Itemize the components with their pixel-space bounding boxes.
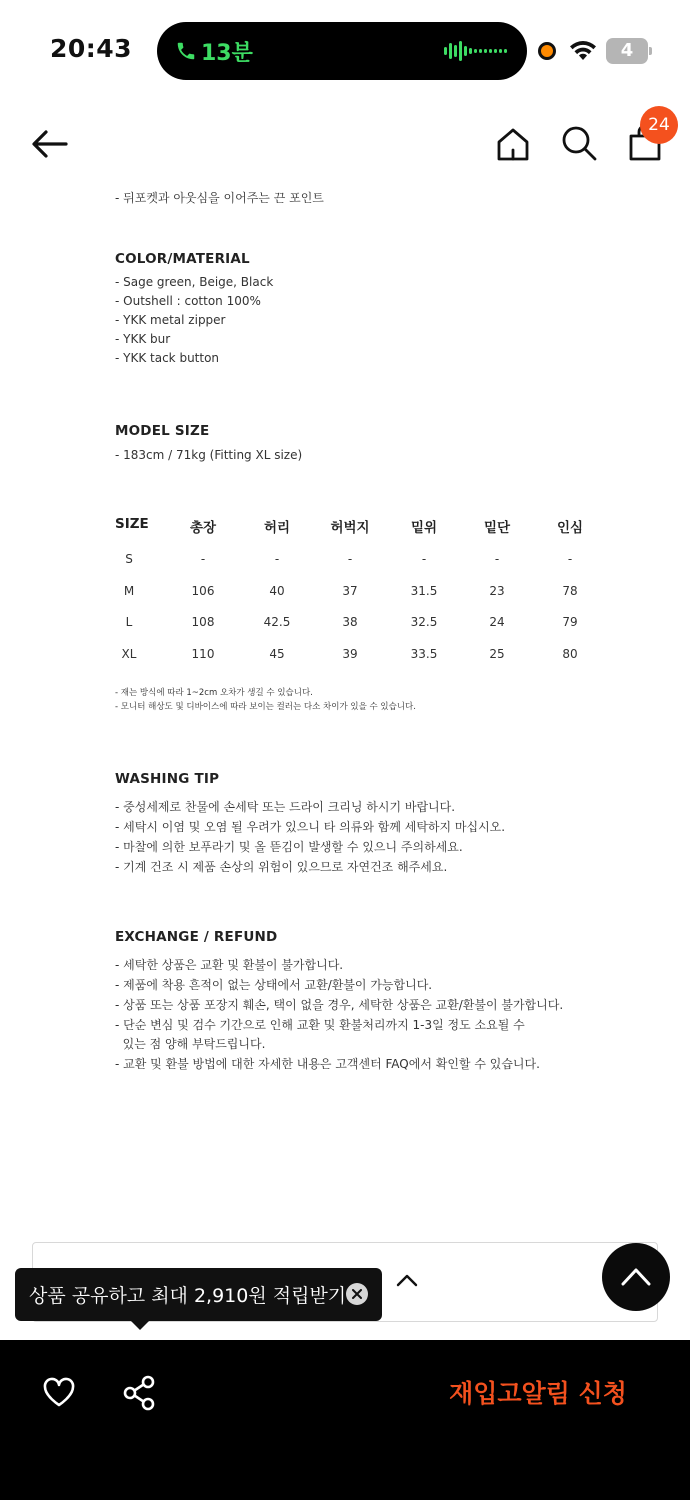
size-table-cell: M xyxy=(123,584,135,598)
size-table-header-cell: 밑위 xyxy=(410,520,438,536)
size-table-cell: 110 xyxy=(191,647,215,661)
status-bar xyxy=(0,0,690,100)
size-table-cell: 40 xyxy=(269,584,285,598)
exchange-refund-line: - 세탁한 상품은 교환 및 환불이 불가합니다. xyxy=(115,958,344,972)
recording-indicator-icon xyxy=(538,42,556,60)
exchange-refund-line: - 단순 변심 및 검수 기간으로 인해 교환 및 환불처리까지 1-3일 정도 소요될 수 xyxy=(115,1018,525,1032)
call-duration: 13분 xyxy=(201,41,253,66)
color-material-line: - YKK bur xyxy=(115,332,171,346)
size-table-row xyxy=(115,552,615,572)
color-material-line: - Sage green, Beige, Black xyxy=(115,275,274,289)
size-table-cell: - xyxy=(494,552,500,566)
size-table-cell: 39 xyxy=(342,647,358,661)
size-table-row xyxy=(115,647,615,667)
size-table-cell: - xyxy=(200,552,206,566)
size-table-cell: - xyxy=(421,552,427,566)
washing-tip-line: - 세탁시 이염 및 오염 될 우려가 있으니 타 의류와 함께 세탁하지 마십시오. xyxy=(115,820,506,834)
home-icon[interactable] xyxy=(494,126,532,162)
back-arrow-icon[interactable] xyxy=(28,126,72,162)
restock-notify-button[interactable]: 재입고알림 신청 xyxy=(449,1379,627,1408)
exchange-refund-line: - 교환 및 환불 방법에 대한 자세한 내용은 고객센터 FAQ에서 확인할 수 있습니다. xyxy=(115,1057,540,1071)
size-table-cell: 32.5 xyxy=(410,615,438,629)
size-table-header-cell: 허리 xyxy=(263,520,291,536)
color-material-title: COLOR/MATERIAL xyxy=(115,251,250,267)
share-reward-tooltip xyxy=(15,1268,382,1321)
size-table-cell: L xyxy=(125,615,133,629)
chevron-up-icon xyxy=(621,1265,651,1287)
color-material-line: - Outshell : cotton 100% xyxy=(115,294,261,308)
wifi-icon xyxy=(568,38,598,62)
heart-icon[interactable] xyxy=(42,1376,76,1408)
exchange-refund-line: 있는 점 양해 부탁드립니다. xyxy=(115,1037,266,1051)
size-table-cell: 80 xyxy=(562,647,578,661)
scroll-to-top-button[interactable] xyxy=(602,1243,670,1311)
phone-icon xyxy=(175,39,197,63)
size-table-cell: 42.5 xyxy=(263,615,291,629)
color-material-line: - YKK tack button xyxy=(115,351,220,365)
size-table-header-cell: 허벅지 xyxy=(330,520,370,536)
battery-indicator xyxy=(606,38,652,64)
size-table-cell: 33.5 xyxy=(410,647,438,661)
size-table-cell: 108 xyxy=(191,615,215,629)
size-table-cell: - xyxy=(347,552,353,566)
size-table-header-cell: 인심 xyxy=(556,520,584,536)
size-table-cell: 106 xyxy=(191,584,215,598)
size-table-cell: 24 xyxy=(489,615,505,629)
size-table-cell: 78 xyxy=(562,584,578,598)
model-size-line: - 183cm / 71kg (Fitting XL size) xyxy=(115,448,303,462)
washing-tip-line: - 중성세제로 찬물에 손세탁 또는 드라이 크리닝 하시기 바랍니다. xyxy=(115,800,456,814)
audio-waveform-icon xyxy=(444,41,508,61)
size-note: - 모니터 해상도 및 디바이스에 따라 보이는 컬러는 다소 차이가 있을 수 있습니다. xyxy=(115,702,416,712)
dynamic-island-call[interactable] xyxy=(157,22,527,80)
bottom-action-bar xyxy=(0,1340,690,1500)
size-table-header-cell: SIZE xyxy=(115,516,149,532)
size-table-cell: 31.5 xyxy=(410,584,438,598)
size-table-row xyxy=(115,584,615,604)
size-table-header-cell: 밑단 xyxy=(483,520,511,536)
size-table-header-cell: 총장 xyxy=(189,520,217,536)
model-size-title: MODEL SIZE xyxy=(115,423,210,439)
tooltip-text: 상품 공유하고 최대 2,910원 적립받기 xyxy=(29,1285,347,1307)
cart-count-badge[interactable]: 24 xyxy=(640,106,678,144)
size-table-cell: XL xyxy=(121,647,137,661)
size-table-cell: - xyxy=(567,552,573,566)
washing-tip-line: - 마찰에 의한 보푸라기 및 올 뜯김이 발생할 수 있으니 주의하세요. xyxy=(115,840,463,854)
size-note: - 재는 방식에 따라 1~2cm 오차가 생길 수 있습니다. xyxy=(115,688,313,698)
size-table-cell: S xyxy=(125,552,133,566)
size-table-cell: - xyxy=(274,552,280,566)
exchange-refund-line: - 상품 또는 상품 포장지 훼손, 택이 없을 경우, 세탁한 상품은 교환/환불이 불가합니다. xyxy=(115,998,564,1012)
color-material-line: - YKK metal zipper xyxy=(115,313,226,327)
size-table-cell: 38 xyxy=(342,615,358,629)
search-icon[interactable] xyxy=(560,124,598,162)
exchange-refund-line: - 제품에 착용 흔적이 없는 상태에서 교환/환불이 가능합니다. xyxy=(115,978,433,992)
size-table-cell: 25 xyxy=(489,647,505,661)
exchange-refund-title: EXCHANGE / REFUND xyxy=(115,929,278,945)
status-time: 20:43 xyxy=(50,34,133,63)
size-table-cell: 79 xyxy=(562,615,578,629)
chevron-up-icon[interactable] xyxy=(396,1272,418,1288)
size-table-row xyxy=(115,615,615,635)
size-table-cell: 45 xyxy=(269,647,285,661)
size-table-cell: 23 xyxy=(489,584,505,598)
tooltip-arrow xyxy=(130,1320,150,1330)
battery-level: 4 xyxy=(620,40,634,61)
size-table-cell: 37 xyxy=(342,584,358,598)
size-table-header xyxy=(115,516,615,536)
feature-line: - 뒤포켓과 아웃심을 이어주는 끈 포인트 xyxy=(115,191,324,205)
share-icon[interactable] xyxy=(122,1375,156,1411)
tooltip-close-button[interactable] xyxy=(346,1283,368,1305)
battery-cap xyxy=(649,47,652,55)
washing-tip-title: WASHING TIP xyxy=(115,771,220,787)
washing-tip-line: - 기계 건조 시 제품 손상의 위험이 있으므로 자연건조 해주세요. xyxy=(115,860,448,874)
close-icon xyxy=(352,1289,362,1299)
